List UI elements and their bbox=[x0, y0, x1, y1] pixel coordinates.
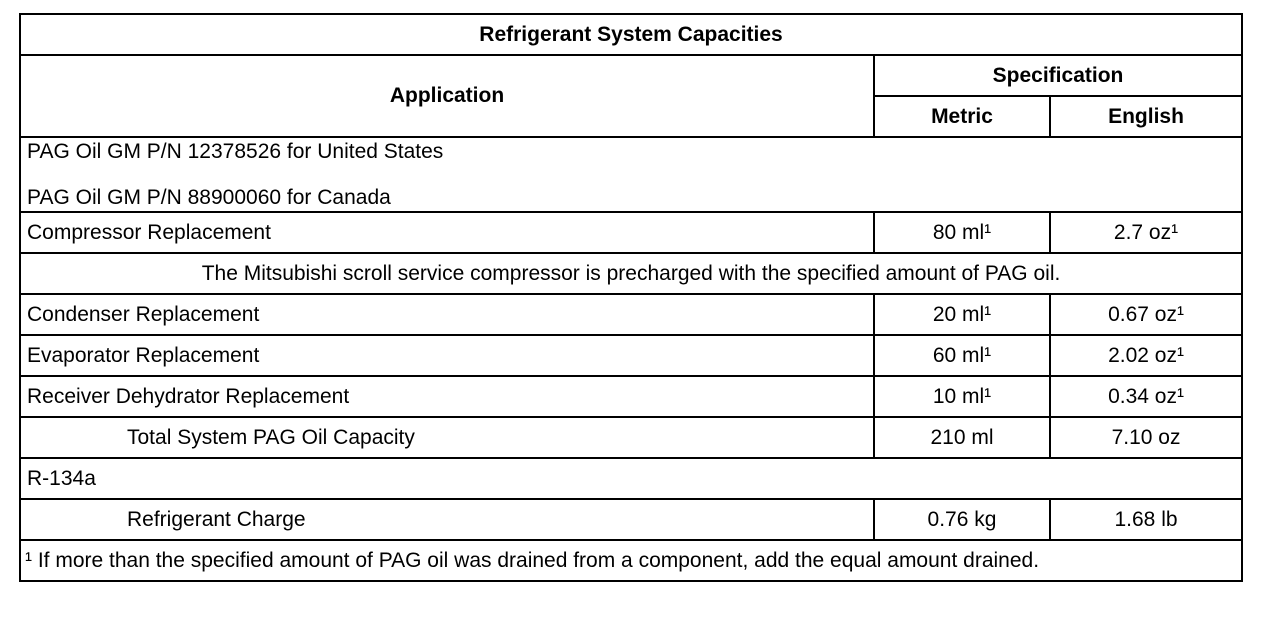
metric-value: 80 ml¹ bbox=[874, 212, 1050, 253]
pag-oil-note-row bbox=[20, 137, 1242, 212]
english-value: 0.67 oz¹ bbox=[1050, 294, 1242, 335]
english-value: 7.10 oz bbox=[1050, 417, 1242, 458]
application-cell: Condenser Replacement bbox=[20, 294, 874, 335]
refrigerant-type-row bbox=[20, 458, 1242, 499]
application-cell: Receiver Dehydrator Replacement bbox=[20, 376, 874, 417]
english-value: 0.34 oz¹ bbox=[1050, 376, 1242, 417]
table-row bbox=[20, 335, 1242, 376]
pag-oil-us-part-number: PAG Oil GM P/N 12378526 for United States bbox=[27, 139, 444, 163]
metric-header: Metric bbox=[874, 96, 1050, 137]
title-row bbox=[20, 14, 1242, 55]
metric-value: 20 ml¹ bbox=[874, 294, 1050, 335]
compressor-note-row bbox=[20, 253, 1242, 294]
application-cell: Compressor Replacement bbox=[20, 212, 874, 253]
refrigerant-charge-row bbox=[20, 499, 1242, 540]
english-value: 2.02 oz¹ bbox=[1050, 335, 1242, 376]
application-header: Application bbox=[20, 55, 874, 137]
refrigerant-charge-label: Refrigerant Charge bbox=[20, 499, 874, 540]
metric-value: 0.76 kg bbox=[874, 499, 1050, 540]
table-title: Refrigerant System Capacities bbox=[20, 14, 1242, 55]
application-cell: Evaporator Replacement bbox=[20, 335, 874, 376]
table-row bbox=[20, 294, 1242, 335]
metric-value: 10 ml¹ bbox=[874, 376, 1050, 417]
metric-value: 60 ml¹ bbox=[874, 335, 1050, 376]
pag-oil-note bbox=[20, 137, 1242, 212]
english-value: 2.7 oz¹ bbox=[1050, 212, 1242, 253]
compressor-note: The Mitsubishi scroll service compressor is precharged with the specified amount of PAG oil. bbox=[20, 253, 1242, 294]
footnote-row bbox=[20, 540, 1242, 581]
header-row bbox=[20, 55, 1242, 96]
metric-value: 210 ml bbox=[874, 417, 1050, 458]
application-cell: Total System PAG Oil Capacity bbox=[20, 417, 874, 458]
pag-oil-canada-part-number: PAG Oil GM P/N 88900060 for Canada bbox=[27, 185, 391, 209]
table-row bbox=[20, 212, 1242, 253]
english-header: English bbox=[1050, 96, 1242, 137]
refrigerant-type: R-134a bbox=[20, 458, 1242, 499]
refrigerant-capacities-table bbox=[19, 13, 1243, 582]
footnote: ¹ If more than the specified amount of PAG oil was drained from a component, add the equal amount drained. bbox=[20, 540, 1242, 581]
total-row bbox=[20, 417, 1242, 458]
english-value: 1.68 lb bbox=[1050, 499, 1242, 540]
specification-header: Specification bbox=[874, 55, 1242, 96]
table-row bbox=[20, 376, 1242, 417]
